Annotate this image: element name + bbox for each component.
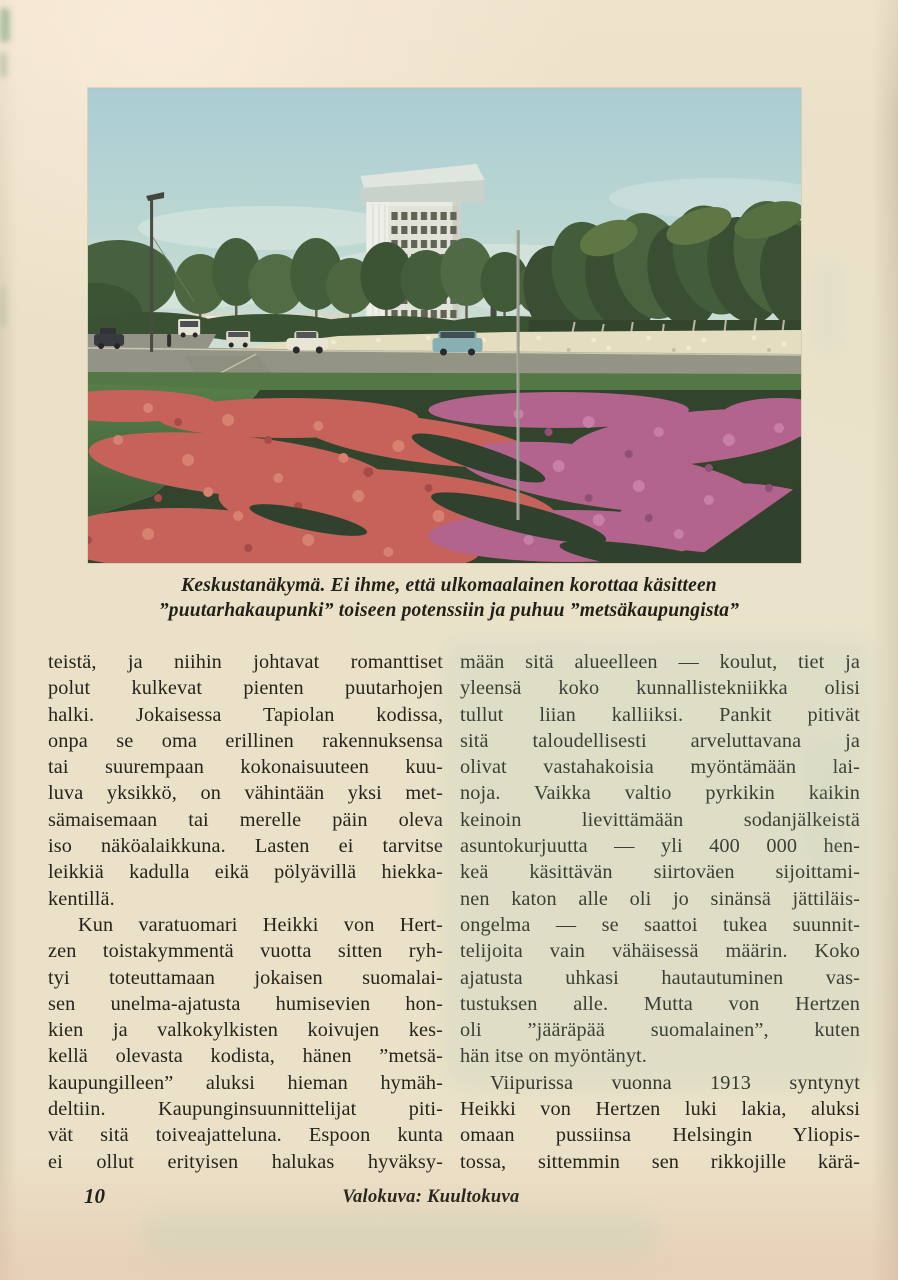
text-line: ei ollut erityisen halukas hyväksy- [48, 1150, 443, 1173]
text-line: teistä, ja niihin johtavat romanttiset [48, 651, 443, 673]
text-line: sämaisemaan tai merelle päin oleva [48, 808, 443, 831]
photo-caption [60, 574, 838, 623]
text-line: polut kulkevat pienten puutarhojen [48, 677, 443, 700]
text-line: oli ”jääräpää suomalainen”, kuten [460, 1019, 860, 1042]
text-line: Kun varatuomari Heikki von Hert- [78, 913, 443, 936]
text-line: sitä taloudellisesti arveluttavana ja [460, 729, 860, 752]
text-line: onpa se oma erillinen rakennuksensa [48, 729, 443, 752]
article-body [48, 649, 860, 1175]
text-line: hän itse on myöntänyt. [460, 1045, 647, 1068]
text-line: olivat vastahakoisia myöntämään lai- [460, 756, 860, 779]
tapiola-photo [88, 88, 801, 563]
text-line: tai suurempaan kokonaisuuteen kuu- [48, 756, 443, 779]
photo-credit: Valokuva: Kuultokuva [342, 1187, 520, 1207]
text-line: keä käsittävän siirtoväen sijoittami- [460, 861, 860, 884]
text-line: tossa, sittemmin sen rikkojille kärä- [460, 1150, 860, 1173]
text-line: telijoita vain vähäisessä määrin. Koko [460, 940, 860, 963]
text-line: nen katon alle oli jo sinänsä jättiläis- [460, 887, 860, 910]
show-through-tint [140, 1212, 660, 1260]
text-line: asuntokurjuutta — yli 400 000 hen- [460, 835, 860, 858]
caption-line-1: Keskustanäkymä. Ei ihme, että ulkomaalainen korottaa käsitteen [181, 575, 717, 596]
text-line: kien ja valkokylkisten koivujen kes- [48, 1019, 443, 1042]
show-through-tint [814, 258, 842, 353]
ink-smudge [0, 52, 7, 78]
text-line: leikkiä kadulla eikä pölyävillä hiekka- [48, 861, 443, 884]
text-line: Viipurissa vuonna 1913 syntynyt [490, 1071, 860, 1094]
column-left [48, 649, 443, 1175]
ink-smudge [0, 8, 10, 42]
text-line: ajatusta uhkasi hautautuminen vas- [460, 966, 860, 989]
text-line: omaan pussiinsa Helsingin Yliopis- [460, 1124, 860, 1147]
scan-cast [88, 88, 801, 563]
text-line: luva yksikkö, on vähintään yksi met- [48, 782, 443, 805]
text-line: kentillä. [48, 887, 115, 910]
photo-scene [88, 88, 801, 563]
text-line: halki. Jokaisessa Tapiolan kodissa, [48, 703, 443, 726]
text-line: yleensä koko kunnallistekniikka olisi [460, 677, 860, 700]
text-line: sen unelma-ajatusta humisevien hon- [48, 992, 443, 1015]
text-line: deltiin. Kaupunginsuunnittelijat piti- [48, 1098, 443, 1121]
caption-line-2: ”puutarhakaupunki” toiseen potenssiin ja puhuu ”metsäkaupungista” [158, 599, 740, 621]
text-line: mään sitä alueelleen — koulut, tiet ja [460, 651, 860, 673]
text-line: vät sitä toiveajatteluna. Espoon kunta [48, 1124, 443, 1147]
text-line: ongelma — se saattoi tukea suunnit- [460, 913, 860, 936]
text-line: kellä olevasta kodista, hänen ”metsä- [48, 1045, 443, 1068]
text-line: tyi toteuttamaan jokaisen suomalai- [48, 966, 443, 989]
text-line: zen toistakymmentä vuotta sitten ryh- [48, 940, 443, 963]
text-line: Heikki von Hertzen luki lakia, aluksi [460, 1098, 860, 1121]
text-line: keinoin lievittämään sodanjälkeistä [460, 808, 860, 831]
text-line: noja. Vaikka valtio pyrkikin kaikin [460, 782, 860, 805]
text-line: tustuksen alle. Mutta von Hertzen [460, 992, 860, 1015]
text-line: kaupungilleen” aluksi hieman hymäh- [48, 1071, 443, 1094]
column-right [460, 649, 860, 1175]
text-line: iso näköalaikkuna. Lasten ei tarvitse [48, 835, 443, 858]
text-line: tullut liian kalliiksi. Pankit pitivät [460, 703, 860, 726]
page-number: 10 [84, 1184, 105, 1208]
ink-smudge [0, 286, 6, 328]
